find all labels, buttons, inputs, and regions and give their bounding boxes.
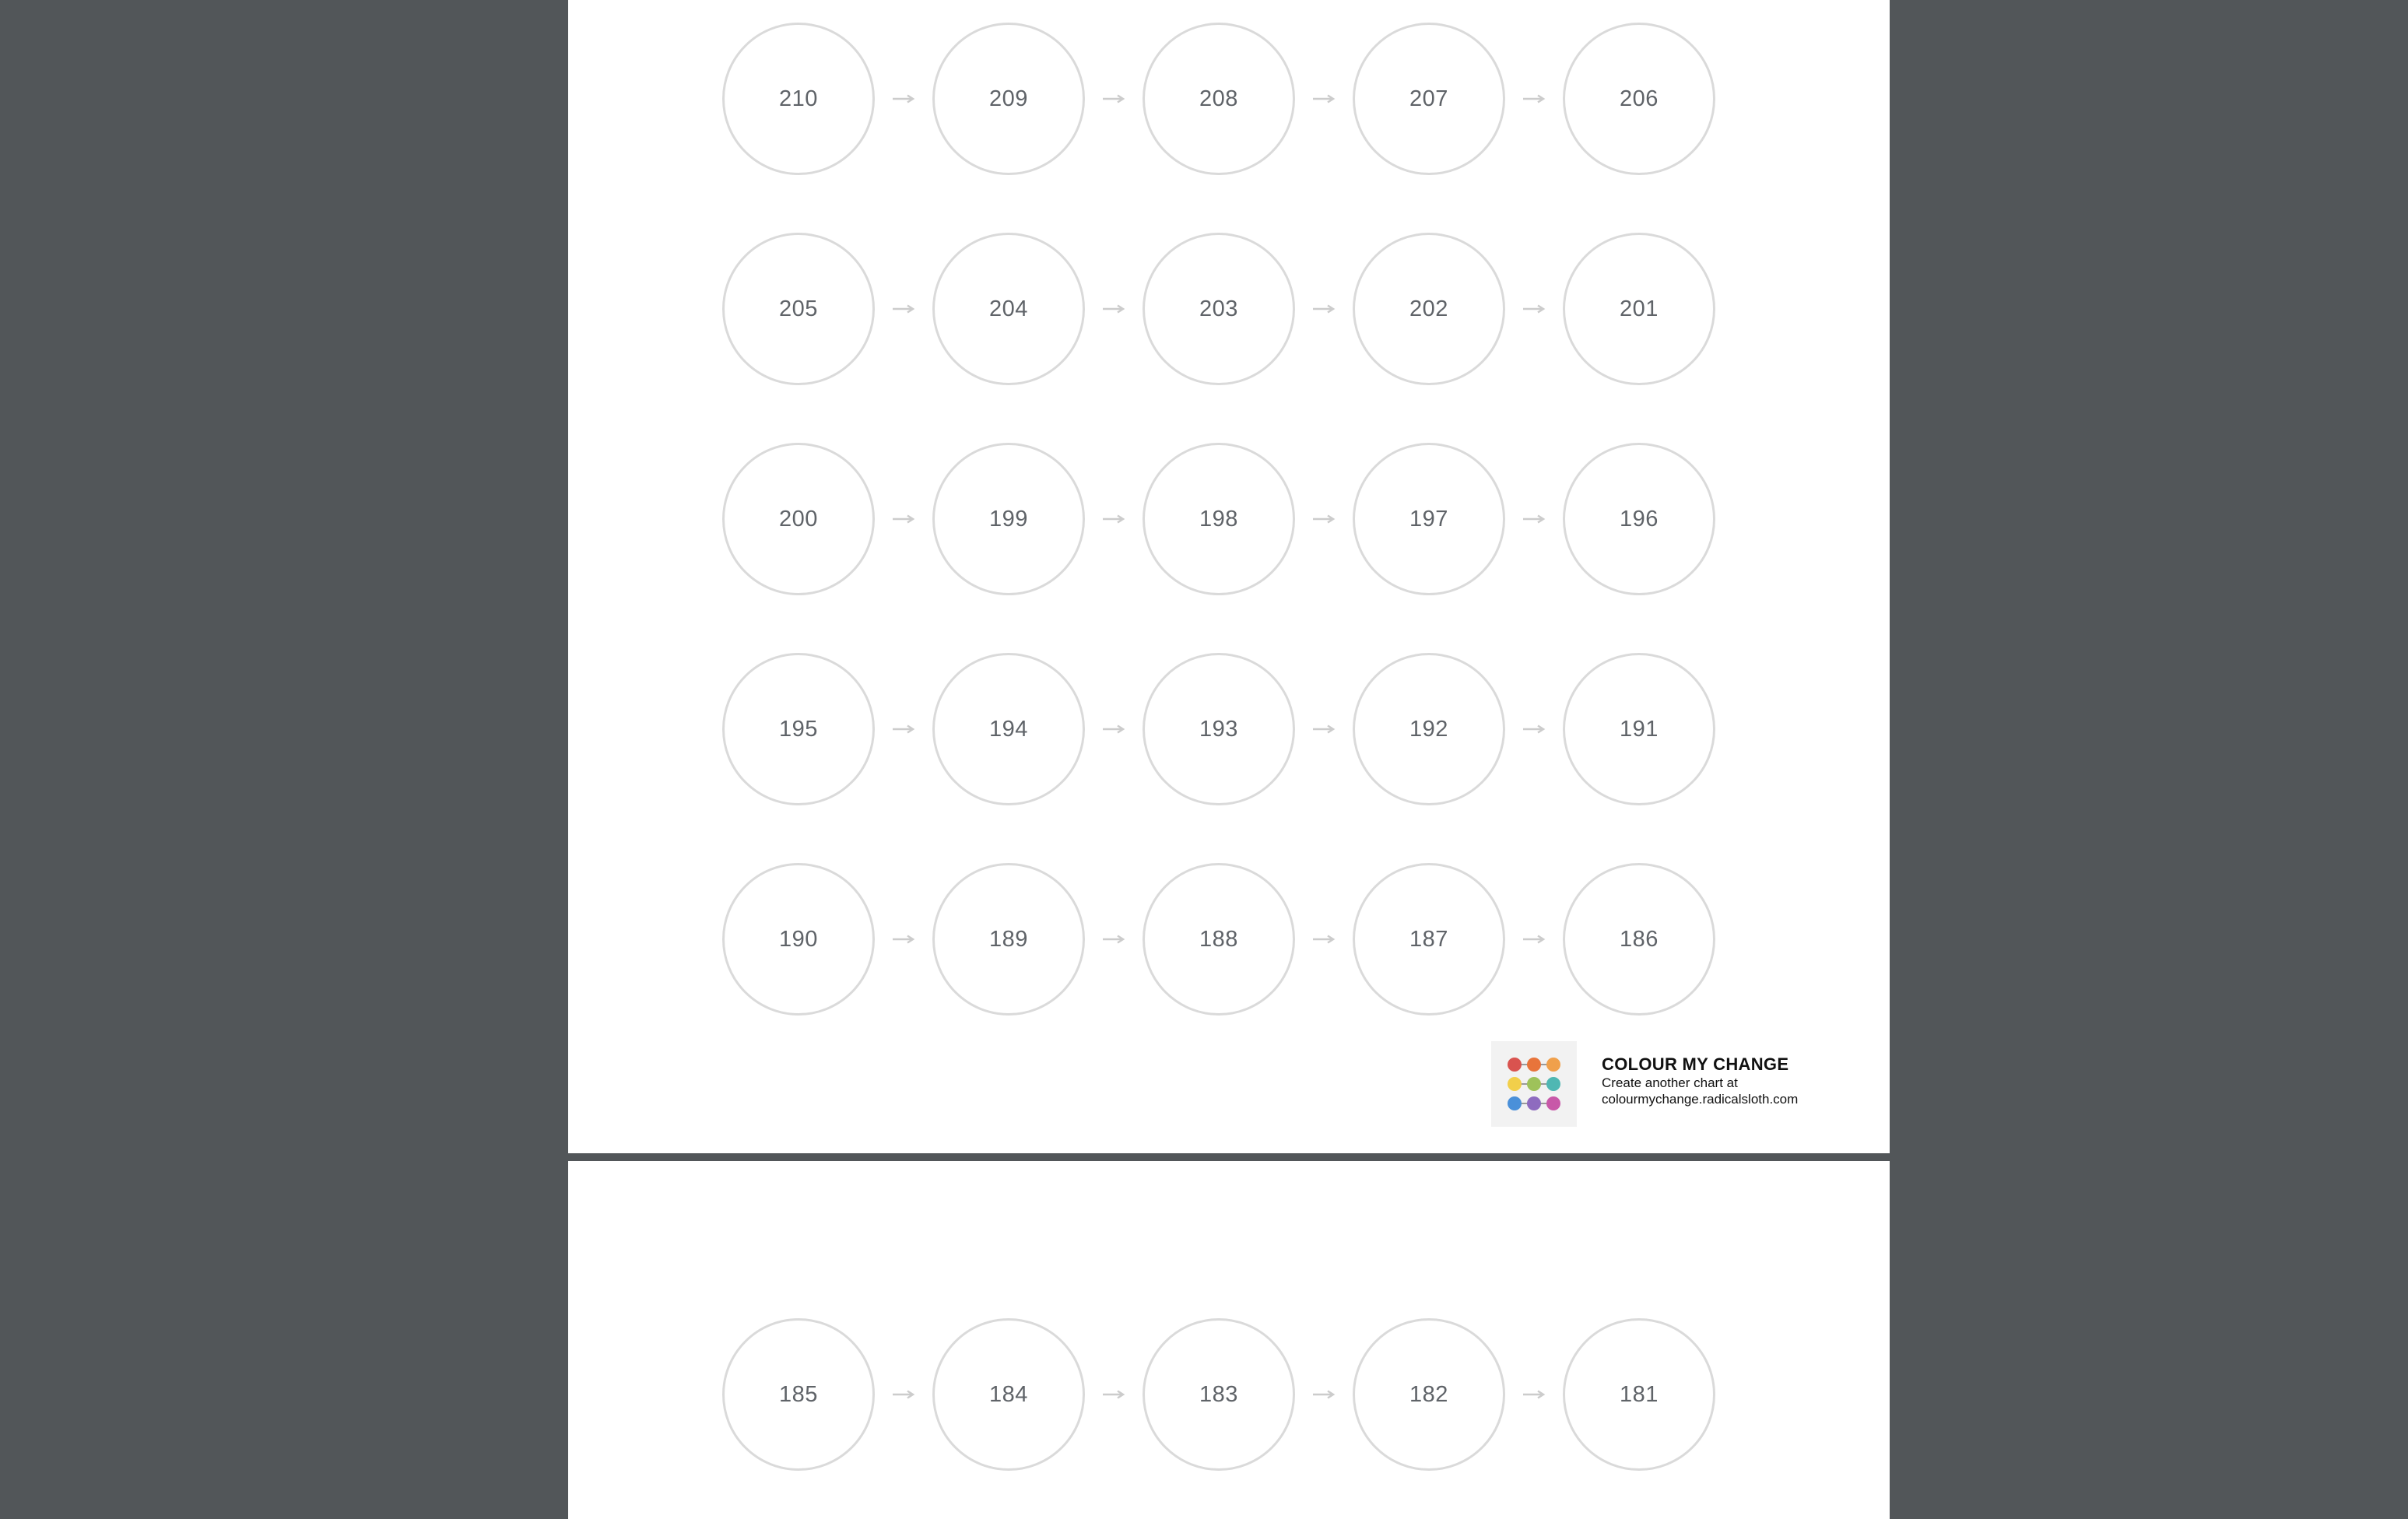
right-arrow-icon bbox=[875, 1387, 932, 1402]
right-arrow-icon bbox=[1085, 931, 1143, 947]
count-circle: 181 bbox=[1563, 1318, 1715, 1471]
brand-title: COLOUR MY CHANGE bbox=[1602, 1054, 1789, 1074]
right-arrow-icon bbox=[1505, 931, 1563, 947]
right-arrow-icon bbox=[1505, 301, 1563, 317]
right-arrow-icon bbox=[1295, 91, 1353, 107]
count-circle: 207 bbox=[1353, 23, 1505, 175]
count-circle: 206 bbox=[1563, 23, 1715, 175]
count-circle: 198 bbox=[1143, 443, 1295, 595]
chart-row-3 bbox=[722, 441, 1715, 597]
right-arrow-icon bbox=[875, 91, 932, 107]
count-circle: 200 bbox=[722, 443, 875, 595]
count-circle: 187 bbox=[1353, 863, 1505, 1016]
chart-row-2 bbox=[722, 231, 1715, 387]
right-arrow-icon bbox=[1085, 301, 1143, 317]
count-circle: 202 bbox=[1353, 233, 1505, 385]
brand-tagline: Create another chart at bbox=[1602, 1075, 1738, 1090]
right-arrow-icon bbox=[1505, 91, 1563, 107]
count-circle: 201 bbox=[1563, 233, 1715, 385]
count-circle: 191 bbox=[1563, 653, 1715, 805]
count-circle: 203 bbox=[1143, 233, 1295, 385]
right-arrow-icon bbox=[875, 511, 932, 527]
count-circle: 182 bbox=[1353, 1318, 1505, 1471]
chart-row-4 bbox=[722, 651, 1715, 807]
count-circle: 204 bbox=[932, 233, 1085, 385]
count-circle: 189 bbox=[932, 863, 1085, 1016]
count-circle: 205 bbox=[722, 233, 875, 385]
right-arrow-icon bbox=[875, 301, 932, 317]
count-circle: 196 bbox=[1563, 443, 1715, 595]
brand-url[interactable]: colourmychange.radicalsloth.com bbox=[1602, 1092, 1799, 1107]
brand-block bbox=[1602, 1054, 1798, 1107]
right-arrow-icon bbox=[1505, 511, 1563, 527]
chart-row-1 bbox=[722, 21, 1715, 177]
chart-row-6 bbox=[722, 1317, 1715, 1472]
pdf-page-1 bbox=[568, 0, 1890, 1153]
count-circle: 183 bbox=[1143, 1318, 1295, 1471]
count-circle: 209 bbox=[932, 23, 1085, 175]
count-circle: 208 bbox=[1143, 23, 1295, 175]
count-circle: 190 bbox=[722, 863, 875, 1016]
right-arrow-icon bbox=[1505, 1387, 1563, 1402]
count-circle: 210 bbox=[722, 23, 875, 175]
count-circle: 192 bbox=[1353, 653, 1505, 805]
right-arrow-icon bbox=[875, 721, 932, 737]
right-arrow-icon bbox=[1295, 1387, 1353, 1402]
count-circle: 195 bbox=[722, 653, 875, 805]
count-circle: 184 bbox=[932, 1318, 1085, 1471]
count-circle: 193 bbox=[1143, 653, 1295, 805]
count-circle: 186 bbox=[1563, 863, 1715, 1016]
right-arrow-icon bbox=[1085, 721, 1143, 737]
count-circle: 197 bbox=[1353, 443, 1505, 595]
chart-row-5 bbox=[722, 861, 1715, 1017]
right-arrow-icon bbox=[1085, 511, 1143, 527]
right-arrow-icon bbox=[1085, 1387, 1143, 1402]
count-circle: 199 bbox=[932, 443, 1085, 595]
right-arrow-icon bbox=[1295, 301, 1353, 317]
dot-grid-logo-icon bbox=[1491, 1041, 1577, 1127]
right-arrow-icon bbox=[875, 931, 932, 947]
count-circle: 194 bbox=[932, 653, 1085, 805]
right-arrow-icon bbox=[1295, 931, 1353, 947]
right-arrow-icon bbox=[1085, 91, 1143, 107]
pdf-page-2 bbox=[568, 1161, 1890, 1519]
count-circle: 185 bbox=[722, 1318, 875, 1471]
right-arrow-icon bbox=[1295, 511, 1353, 527]
right-arrow-icon bbox=[1295, 721, 1353, 737]
count-circle: 188 bbox=[1143, 863, 1295, 1016]
right-arrow-icon bbox=[1505, 721, 1563, 737]
